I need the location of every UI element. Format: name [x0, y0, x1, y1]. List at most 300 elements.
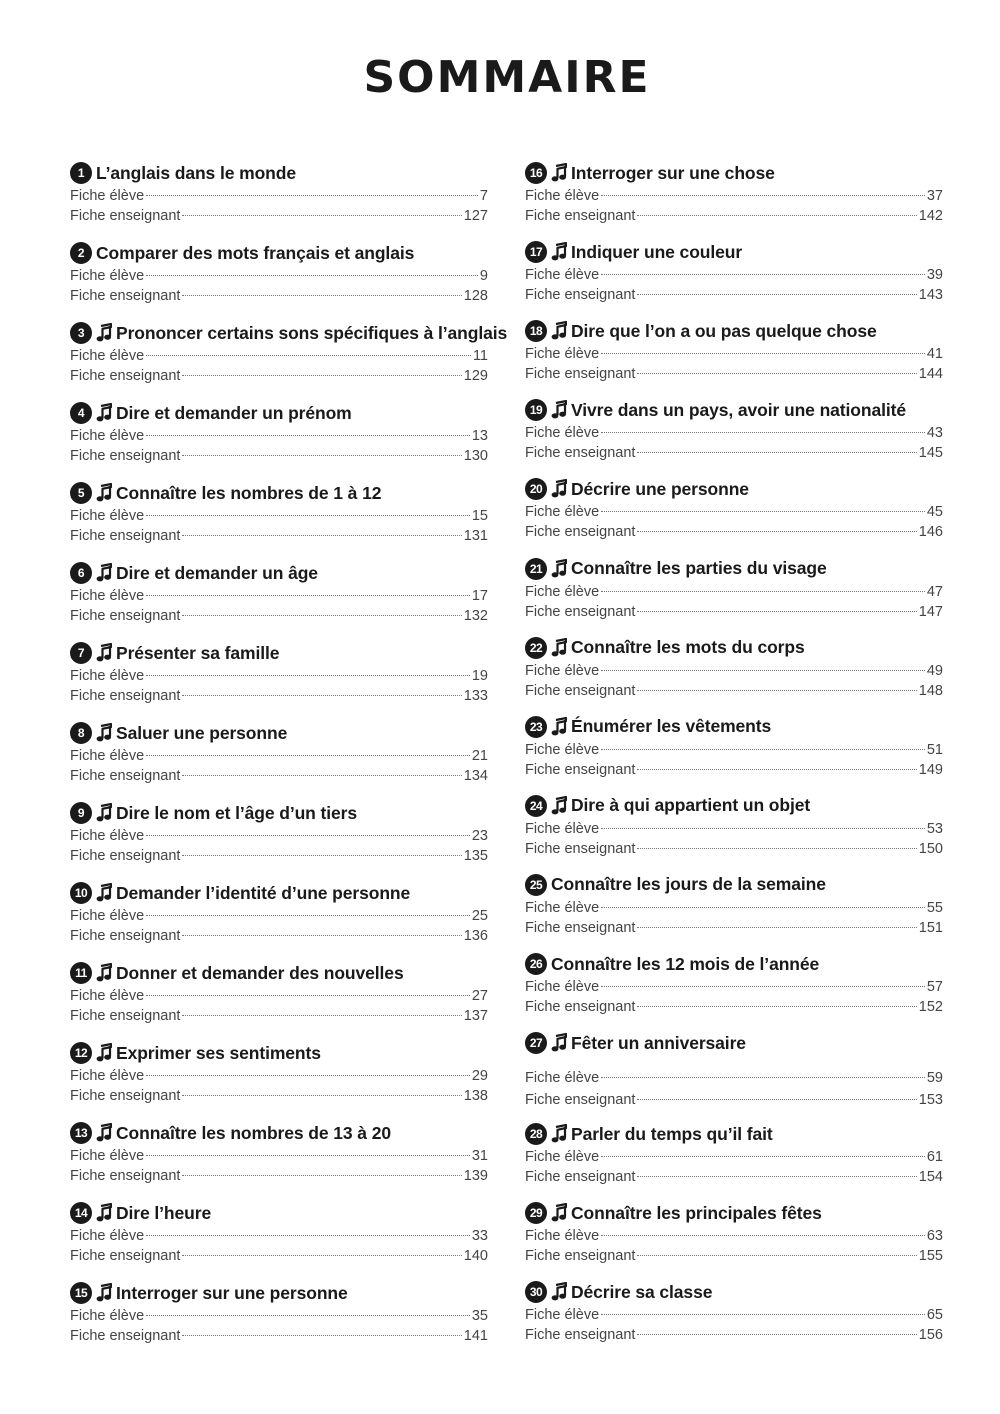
- fiche-eleve-line[interactable]: [70, 586, 488, 606]
- music-note-icon: [96, 643, 112, 663]
- fiche-eleve-line[interactable]: [70, 186, 488, 206]
- fiche-enseignant-line-label: Fiche enseignant: [525, 445, 636, 462]
- fiche-enseignant-line[interactable]: [525, 1325, 943, 1345]
- fiche-eleve-line-label: Fiche élève: [525, 504, 600, 521]
- toc-entry-title: Exprimer ses sentiments: [116, 1042, 321, 1063]
- page-number: 152: [918, 999, 943, 1015]
- toc-entry[interactable]: [525, 1030, 943, 1110]
- fiche-eleve-line[interactable]: [525, 344, 943, 364]
- dot-leader: [146, 595, 470, 596]
- page-number: 51: [926, 741, 943, 758]
- number-circle-icon: 26: [525, 953, 547, 975]
- dot-leader: [146, 1315, 470, 1316]
- toc-entry[interactable]: [70, 1120, 488, 1186]
- toc-entry[interactable]: [525, 872, 943, 938]
- toc-entry[interactable]: [70, 400, 488, 466]
- fiche-enseignant-line[interactable]: [70, 686, 488, 706]
- dot-leader: [182, 535, 461, 536]
- music-note-icon: [551, 400, 567, 420]
- dot-leader: [182, 695, 461, 696]
- toc-entry-title: Dire que l’on a ou pas quelque chose: [571, 320, 877, 341]
- page-number: 59: [926, 1070, 943, 1087]
- toc-entry-title: Décrire sa classe: [571, 1281, 713, 1302]
- fiche-enseignant-line-label: Fiche enseignant: [70, 608, 181, 624]
- toc-entry[interactable]: [70, 160, 488, 226]
- fiche-eleve-line-label: Fiche élève: [525, 1307, 600, 1324]
- number-circle-icon: 14: [70, 1202, 92, 1224]
- toc-entry-heading[interactable]: [70, 1280, 488, 1306]
- number-circle-icon: 15: [70, 1282, 92, 1304]
- fiche-enseignant-line-label: Fiche enseignant: [525, 761, 636, 778]
- fiche-eleve-line-label: Fiche élève: [70, 828, 145, 844]
- fiche-eleve-line[interactable]: [70, 1306, 488, 1326]
- fiche-enseignant-line[interactable]: [525, 364, 943, 384]
- fiche-eleve-line[interactable]: [70, 1066, 488, 1086]
- page-number: 131: [463, 528, 488, 544]
- music-note-icon: [551, 1282, 567, 1302]
- fiche-enseignant-line-label: Fiche enseignant: [70, 928, 181, 944]
- toc-entry-heading[interactable]: [525, 476, 943, 502]
- toc-entry-heading[interactable]: [525, 951, 943, 977]
- fiche-eleve-line[interactable]: [525, 1305, 943, 1325]
- fiche-enseignant-line-label: Fiche enseignant: [70, 208, 181, 224]
- fiche-eleve-line[interactable]: [525, 898, 943, 918]
- dot-leader: [182, 455, 461, 456]
- page-number: 156: [918, 1327, 943, 1344]
- dot-leader: [637, 927, 916, 928]
- page-number: 61: [926, 1149, 943, 1166]
- page-number: 134: [463, 768, 488, 784]
- page-number: 49: [926, 662, 943, 679]
- fiche-enseignant-line[interactable]: [525, 602, 943, 622]
- music-note-icon: [96, 1043, 112, 1063]
- fiche-enseignant-line[interactable]: [70, 766, 488, 786]
- page-number: 65: [926, 1307, 943, 1324]
- fiche-enseignant-line[interactable]: [525, 681, 943, 701]
- page-number: 41: [926, 346, 943, 363]
- toc-entry-title: Connaître les parties du visage: [571, 558, 827, 578]
- number-circle-icon: 17: [525, 241, 547, 263]
- number-circle-icon: 2: [70, 242, 92, 264]
- page-number: 145: [918, 445, 943, 462]
- fiche-enseignant-line-label: Fiche enseignant: [525, 1248, 636, 1265]
- toc-entry[interactable]: [525, 1121, 943, 1187]
- fiche-enseignant-line-label: Fiche enseignant: [70, 1168, 181, 1184]
- toc-entry-title: Connaître les principales fêtes: [571, 1202, 822, 1223]
- page-number: 148: [918, 682, 943, 699]
- dot-leader: [637, 373, 916, 374]
- toc-entry[interactable]: [70, 480, 488, 546]
- toc-entry-heading[interactable]: [70, 320, 508, 346]
- toc-entry-heading[interactable]: [70, 560, 488, 586]
- music-note-icon: [551, 1124, 567, 1144]
- number-circle-icon: 3: [70, 322, 92, 344]
- music-note-icon: [96, 1123, 112, 1143]
- music-note-icon: [96, 563, 112, 583]
- fiche-eleve-line[interactable]: [70, 506, 488, 526]
- fiche-enseignant-line-label: Fiche enseignant: [525, 208, 636, 224]
- fiche-enseignant-line-label: Fiche enseignant: [525, 682, 636, 699]
- toc-entry-heading[interactable]: [525, 160, 943, 186]
- page-number: 129: [463, 368, 488, 384]
- dot-leader: [146, 1235, 470, 1236]
- music-note-icon: [551, 1033, 567, 1053]
- page-number: 128: [463, 288, 488, 304]
- fiche-eleve-line[interactable]: [525, 502, 943, 522]
- dot-leader: [637, 452, 916, 453]
- fiche-enseignant-line[interactable]: [70, 1086, 488, 1106]
- number-circle-icon: 8: [70, 722, 92, 744]
- fiche-enseignant-line[interactable]: [70, 1166, 488, 1186]
- toc-entry[interactable]: [525, 160, 943, 226]
- number-circle-icon: 4: [70, 402, 92, 424]
- toc-entry[interactable]: [525, 1279, 943, 1345]
- fiche-eleve-line[interactable]: [70, 986, 488, 1006]
- dot-leader: [601, 986, 925, 987]
- fiche-enseignant-line-label: Fiche enseignant: [70, 1088, 181, 1104]
- fiche-enseignant-line[interactable]: [70, 1246, 488, 1266]
- fiche-eleve-line-label: Fiche élève: [525, 583, 600, 600]
- page-number: 153: [918, 1092, 943, 1109]
- page-number: 43: [926, 425, 943, 442]
- music-note-icon: [551, 242, 567, 262]
- fiche-eleve-line[interactable]: [70, 746, 488, 766]
- page-number: 39: [926, 267, 943, 284]
- toc-entry-heading[interactable]: [70, 480, 488, 506]
- toc-entry[interactable]: [70, 320, 508, 386]
- toc-entry[interactable]: [70, 880, 488, 946]
- page-number: 19: [471, 668, 488, 684]
- fiche-enseignant-line[interactable]: [525, 1246, 943, 1266]
- fiche-enseignant-line[interactable]: [525, 522, 943, 542]
- toc-entry-title: Donner et demander des nouvelles: [116, 962, 404, 983]
- fiche-enseignant-line-label: Fiche enseignant: [525, 999, 636, 1015]
- fiche-eleve-line-label: Fiche élève: [525, 188, 600, 204]
- fiche-eleve-line[interactable]: [70, 266, 488, 286]
- page-number: 138: [463, 1088, 488, 1104]
- dot-leader: [637, 611, 916, 612]
- page-number: 47: [926, 583, 943, 600]
- toc-entry-heading[interactable]: [70, 800, 488, 826]
- page-number: 139: [463, 1168, 488, 1184]
- music-note-icon: [551, 1203, 567, 1223]
- number-circle-icon: 28: [525, 1123, 547, 1145]
- fiche-eleve-line[interactable]: [525, 1068, 943, 1088]
- fiche-enseignant-line-label: Fiche enseignant: [525, 603, 636, 620]
- music-note-icon: [551, 321, 567, 341]
- page-number: 63: [926, 1228, 943, 1245]
- fiche-enseignant-line-label: Fiche enseignant: [525, 366, 636, 383]
- page-number: 33: [471, 1228, 488, 1244]
- fiche-eleve-line-label: Fiche élève: [525, 425, 600, 442]
- fiche-enseignant-line-label: Fiche enseignant: [70, 1248, 181, 1264]
- music-note-icon: [96, 483, 112, 503]
- toc-entry-heading[interactable]: [525, 635, 943, 661]
- fiche-eleve-line-label: Fiche élève: [525, 899, 600, 916]
- fiche-eleve-line[interactable]: [70, 826, 488, 846]
- page-number: 149: [918, 761, 943, 778]
- dot-leader: [182, 1335, 461, 1336]
- toc-entry[interactable]: [70, 1200, 488, 1266]
- fiche-eleve-line[interactable]: [525, 186, 943, 206]
- fiche-eleve-line-label: Fiche élève: [70, 1228, 145, 1244]
- fiche-enseignant-line[interactable]: [525, 206, 943, 226]
- dot-leader: [601, 432, 925, 433]
- toc-entry-title: Connaître les nombres de 1 à 12: [116, 482, 382, 503]
- dot-leader: [146, 835, 470, 836]
- page-title: SOMMAIRE: [363, 52, 651, 103]
- dot-leader: [182, 295, 461, 296]
- fiche-enseignant-line[interactable]: [525, 839, 943, 859]
- dot-leader: [601, 749, 925, 750]
- toc-entry-heading[interactable]: [70, 720, 488, 746]
- toc-entry[interactable]: [525, 318, 943, 384]
- page-number: 7: [479, 188, 488, 204]
- toc-entry-title: Fêter un anniversaire: [571, 1032, 746, 1053]
- fiche-enseignant-line[interactable]: [525, 285, 943, 305]
- number-circle-icon: 5: [70, 482, 92, 504]
- toc-entry[interactable]: [70, 1280, 488, 1346]
- fiche-eleve-line-label: Fiche élève: [525, 346, 600, 363]
- number-circle-icon: 18: [525, 320, 547, 342]
- fiche-eleve-line[interactable]: [70, 346, 488, 366]
- fiche-eleve-line[interactable]: [525, 661, 943, 681]
- music-note-icon: [96, 1283, 112, 1303]
- toc-entry[interactable]: [70, 960, 488, 1026]
- fiche-eleve-line[interactable]: [525, 582, 943, 602]
- toc-entry-title: Connaître les 12 mois de l’année: [551, 953, 820, 974]
- toc-entry-heading[interactable]: [525, 1200, 943, 1226]
- fiche-enseignant-line-label: Fiche enseignant: [70, 448, 181, 464]
- fiche-enseignant-line[interactable]: [70, 206, 488, 226]
- toc-entry-title: Connaître les mots du corps: [571, 637, 805, 658]
- toc-entry-heading[interactable]: [525, 239, 943, 265]
- toc-entry-heading[interactable]: [70, 1120, 488, 1146]
- number-circle-icon: 11: [70, 962, 92, 984]
- toc-entry[interactable]: [70, 800, 488, 866]
- fiche-enseignant-line[interactable]: [70, 366, 488, 386]
- dot-leader: [182, 935, 461, 936]
- dot-leader: [637, 294, 916, 295]
- toc-entry[interactable]: [70, 1040, 488, 1106]
- dot-leader: [182, 215, 461, 216]
- fiche-enseignant-line[interactable]: [525, 1090, 943, 1110]
- fiche-enseignant-line[interactable]: [70, 1006, 488, 1026]
- number-circle-icon: 30: [525, 1281, 547, 1303]
- toc-entry-title: Connaître les nombres de 13 à 20: [116, 1122, 391, 1143]
- toc-entry[interactable]: [525, 635, 943, 701]
- fiche-eleve-line[interactable]: [525, 977, 943, 997]
- toc-entry-title: Demander l’identité d’une personne: [116, 882, 411, 903]
- toc-entry[interactable]: [525, 476, 943, 542]
- toc-entry-heading[interactable]: [525, 1279, 943, 1305]
- toc-entry-heading[interactable]: [525, 872, 943, 898]
- music-note-icon: [96, 883, 112, 903]
- toc-entry[interactable]: [70, 720, 488, 786]
- fiche-eleve-line[interactable]: [525, 1147, 943, 1167]
- fiche-enseignant-line-label: Fiche enseignant: [525, 1169, 636, 1186]
- fiche-enseignant-line[interactable]: [525, 997, 943, 1017]
- toc-entry-heading[interactable]: [525, 397, 943, 423]
- number-circle-icon: 22: [525, 637, 547, 659]
- toc-entry-heading[interactable]: [70, 160, 488, 186]
- page-number: 137: [463, 1008, 488, 1024]
- toc-entry-heading[interactable]: [525, 1030, 943, 1056]
- fiche-eleve-line-label: Fiche élève: [525, 267, 600, 284]
- toc-entry-title: Connaître les jours de la semaine: [551, 874, 826, 895]
- fiche-enseignant-line[interactable]: [525, 1167, 943, 1187]
- page-number: 13: [471, 428, 488, 444]
- toc-entry-heading[interactable]: [70, 640, 488, 666]
- dot-leader: [601, 670, 925, 671]
- number-circle-icon: 27: [525, 1032, 547, 1054]
- music-note-icon: [96, 403, 112, 423]
- fiche-enseignant-line[interactable]: [70, 286, 488, 306]
- toc-entry-heading[interactable]: [525, 556, 943, 582]
- page-number: 146: [918, 524, 943, 541]
- fiche-enseignant-line[interactable]: [525, 918, 943, 938]
- toc-entry-heading[interactable]: [70, 960, 488, 986]
- number-circle-icon: 16: [525, 162, 547, 184]
- music-note-icon: [551, 559, 567, 579]
- toc-entry[interactable]: [70, 240, 488, 306]
- toc-entry[interactable]: [525, 556, 943, 622]
- fiche-eleve-line-label: Fiche élève: [70, 268, 145, 284]
- fiche-enseignant-line-label: Fiche enseignant: [525, 287, 636, 304]
- toc-entry-title: Parler du temps qu’il fait: [571, 1123, 773, 1144]
- number-circle-icon: 20: [525, 478, 547, 500]
- fiche-enseignant-line[interactable]: [70, 846, 488, 866]
- toc-entry-heading[interactable]: [525, 793, 943, 819]
- fiche-enseignant-line[interactable]: [70, 1326, 488, 1346]
- fiche-eleve-line[interactable]: [70, 1226, 488, 1246]
- fiche-eleve-line[interactable]: [525, 740, 943, 760]
- fiche-enseignant-line-label: Fiche enseignant: [70, 768, 181, 784]
- toc-entry[interactable]: [525, 951, 943, 1017]
- fiche-enseignant-line-label: Fiche enseignant: [70, 1328, 181, 1344]
- page-number: 133: [463, 688, 488, 704]
- dot-leader: [601, 274, 925, 275]
- dot-leader: [146, 435, 470, 436]
- number-circle-icon: 13: [70, 1122, 92, 1144]
- page-number: 136: [463, 928, 488, 944]
- page-number: 23: [471, 828, 488, 844]
- page-number: 9: [479, 268, 488, 284]
- toc-entry-heading[interactable]: [525, 1121, 943, 1147]
- fiche-eleve-line-label: Fiche élève: [525, 662, 600, 679]
- toc-entry-title: Dire l’heure: [116, 1202, 212, 1223]
- dot-leader: [601, 353, 925, 354]
- fiche-eleve-line[interactable]: [70, 666, 488, 686]
- dot-leader: [182, 375, 461, 376]
- toc-entry[interactable]: [70, 560, 488, 626]
- page-number: 57: [926, 979, 943, 995]
- fiche-enseignant-line[interactable]: [525, 760, 943, 780]
- dot-leader: [182, 775, 461, 776]
- toc-entry[interactable]: [525, 1200, 943, 1266]
- toc-entry-heading[interactable]: [70, 1040, 488, 1066]
- dot-leader: [637, 531, 916, 532]
- toc-entry-title: Saluer une personne: [116, 722, 288, 743]
- toc-entry[interactable]: [70, 640, 488, 706]
- toc-entry-heading[interactable]: [70, 1200, 488, 1226]
- dot-leader: [637, 690, 916, 691]
- dot-leader: [601, 907, 925, 908]
- toc-entry-title: Prononcer certains sons spécifiques à l’anglais: [116, 322, 508, 343]
- dot-leader: [601, 1235, 925, 1236]
- fiche-eleve-line[interactable]: [70, 906, 488, 926]
- dot-leader: [637, 848, 916, 849]
- fiche-enseignant-line[interactable]: [70, 926, 488, 946]
- page-number: 155: [918, 1248, 943, 1265]
- dot-leader: [146, 515, 470, 516]
- dot-leader: [182, 615, 461, 616]
- page-number: 29: [471, 1068, 488, 1084]
- toc-entry[interactable]: [525, 239, 943, 305]
- fiche-eleve-line[interactable]: [525, 1226, 943, 1246]
- fiche-eleve-line-label: Fiche élève: [525, 741, 600, 758]
- fiche-eleve-line[interactable]: [525, 423, 943, 443]
- fiche-enseignant-line-label: Fiche enseignant: [525, 919, 636, 936]
- fiche-eleve-line[interactable]: [525, 819, 943, 839]
- fiche-enseignant-line[interactable]: [70, 526, 488, 546]
- fiche-eleve-line-label: Fiche élève: [70, 668, 145, 684]
- dot-leader: [146, 995, 470, 996]
- dot-leader: [146, 355, 471, 356]
- dot-leader: [637, 1099, 916, 1100]
- toc-entry[interactable]: [525, 714, 943, 780]
- fiche-enseignant-line-label: Fiche enseignant: [70, 368, 181, 384]
- music-note-icon: [96, 723, 112, 743]
- dot-leader: [146, 675, 470, 676]
- page-number: 15: [471, 508, 488, 524]
- number-circle-icon: 24: [525, 795, 547, 817]
- page-number: 150: [918, 840, 943, 857]
- fiche-eleve-line-label: Fiche élève: [70, 1068, 145, 1084]
- number-circle-icon: 29: [525, 1202, 547, 1224]
- fiche-eleve-line[interactable]: [70, 426, 488, 446]
- fiche-eleve-line-label: Fiche élève: [70, 188, 145, 204]
- toc-entry-heading[interactable]: [70, 880, 488, 906]
- page-number: 151: [918, 919, 943, 936]
- toc-entry[interactable]: [525, 793, 943, 859]
- page-number: 127: [463, 208, 488, 224]
- page-number: 147: [918, 603, 943, 620]
- fiche-eleve-line[interactable]: [525, 265, 943, 285]
- toc-entry-heading[interactable]: [525, 318, 943, 344]
- music-note-icon: [551, 638, 567, 658]
- dot-leader: [146, 1075, 470, 1076]
- toc-entry-heading[interactable]: [525, 714, 943, 740]
- page-number: 55: [926, 899, 943, 916]
- page-number: 11: [472, 348, 488, 364]
- toc-entry-heading[interactable]: [70, 240, 488, 266]
- music-note-icon: [96, 323, 112, 343]
- number-circle-icon: 7: [70, 642, 92, 664]
- number-circle-icon: 9: [70, 802, 92, 824]
- dot-leader: [637, 769, 916, 770]
- page-number: 37: [926, 188, 943, 204]
- toc-entry[interactable]: [525, 397, 943, 463]
- dot-leader: [601, 511, 925, 512]
- fiche-eleve-line-label: Fiche élève: [525, 820, 600, 837]
- fiche-enseignant-line[interactable]: [70, 446, 488, 466]
- toc-entry-heading[interactable]: [70, 400, 488, 426]
- fiche-eleve-line[interactable]: [70, 1146, 488, 1166]
- fiche-enseignant-line[interactable]: [525, 443, 943, 463]
- number-circle-icon: 12: [70, 1042, 92, 1064]
- fiche-enseignant-line[interactable]: [70, 606, 488, 626]
